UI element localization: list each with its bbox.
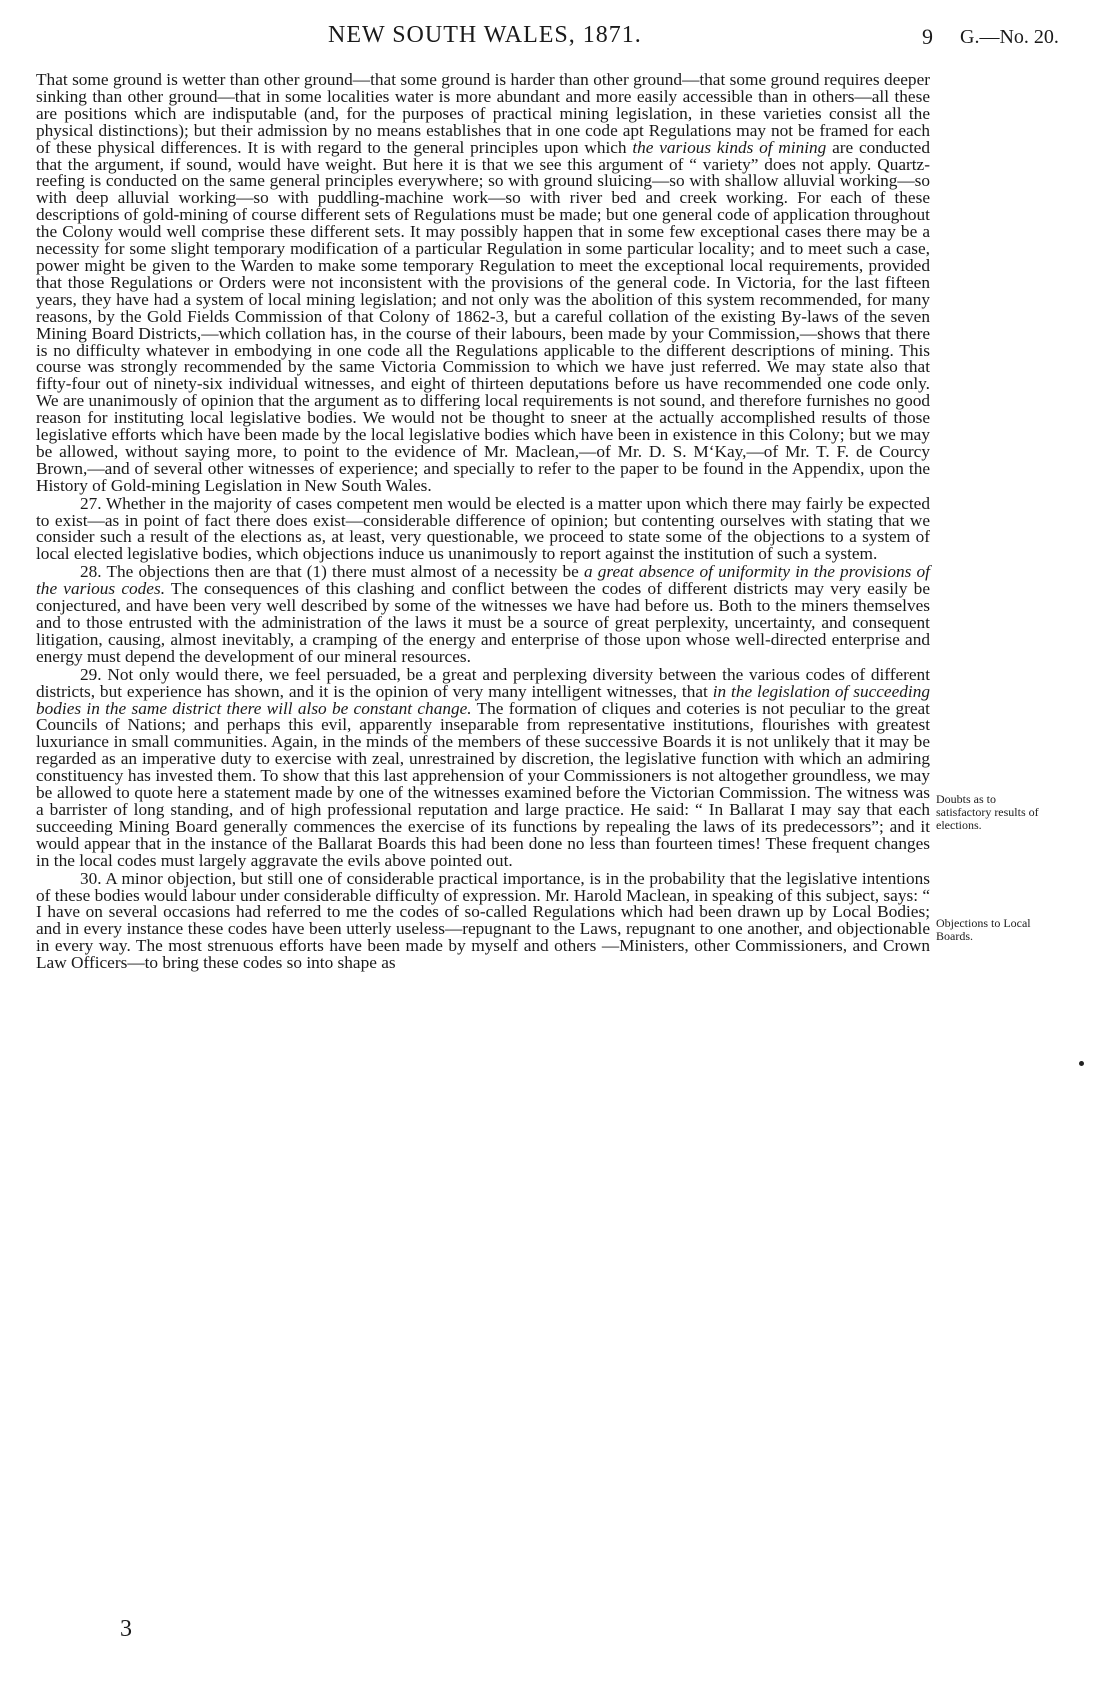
paragraph-text: The consequences of this clashing and conflict between the codes of different districts may very easily be conjectured, and have been very well described by some of the witnesses we have had before us. Both to the miners themselves and to those entrusted with the administration of the laws it must be a source of great perplexity, uncertainty, and consequent litigation, causing, almost inevitably, a cramping of the energy and enterprise of those upon whose well-directed enterprise and energy must depend the development of our mineral resources. [36, 579, 930, 666]
document-number: G.—No. 20. [960, 26, 1059, 48]
stray-mark [1079, 1061, 1084, 1066]
paragraph [36, 664, 930, 870]
paragraph [36, 868, 930, 973]
paragraph-text: A minor objection, but still one of considerable practical importance, is in the probability that the legislative intentions of these bodies would labour under considerable difficulty of expression. Mr. Harold Maclean, in speaking of this subject, says: “ I have on several occasions had referred to me the codes of so-called Regulations which had been drawn up by Local Bodies; and in every instance these codes have been utterly useless—repugnant to the Laws, repugnant to one another, and objectionable in every way. The most strenuous efforts have been made by myself and others —Ministers, other Commissioners, and Crown Law Officers—to bring these codes so into shape as [36, 868, 930, 973]
page-title: NEW SOUTH WALES, 1871. [328, 22, 642, 48]
paragraph-number: 27. [80, 493, 102, 513]
signature-mark: 3 [120, 1616, 132, 1642]
paragraph-text: The objections then are that (1) there must almost of a necessity be [106, 562, 584, 582]
paragraph [36, 564, 930, 665]
paragraph [36, 72, 930, 495]
paragraph-text: Not only would there, we feel persuaded, be a great and perplexing diversity between the various codes of different districts, but experience has shown, and it is the opinion of very many intelligent witnesses, that [36, 664, 930, 701]
paragraph-text: The formation of cliques and coteries is not peculiar to the great Councils of Nations; and perhaps this evil, apparently inseparable from representative institutions, flourishes with greatest luxuriance in small communities. Again, in the minds of the members of these successive Boards it is not unlikely that it may be regarded as an imperative duty to exercise with zeal, unrestrained by discretion, the legislative function with which an admiring constituency has invested them. To show that this last apprehension of your Commissioners is not altogether groundless, we may be allowed to quote here a statement made by one of the witnesses examined before the Victorian Commission. The witness was a barrister of long standing, and of high professional reputation and large practice. He said: “ In Ballarat I may say that each succeeding Mining Board generally commences the exercise of its functions by repealing the laws of its predecessors”; and it would appear that in the instance of the Ballarat Boards this had been done no less than fourteen times! These frequent changes in the local codes must largely aggravate the evils above pointed out. [36, 698, 930, 870]
paragraph [36, 493, 930, 564]
page-header [0, 22, 1114, 56]
italic-text: the various kinds of mining [632, 137, 827, 157]
paragraph-number: 30. [80, 868, 102, 888]
paragraph-text: Whether in the majority of cases competent men would be elected is a matter upon which there may fairly be expected to exist—as in point of fact there does exist—considerable difference of opinion; but contenting ourselves with stating that we consider such a result of the elections as, at least, very questionable, we proceed to state some of the objections to a system of local elected legislative bodies, which objections induce us unanimously to report against the institution of such a system. [36, 493, 930, 564]
margin-note-doubts: Doubts as to satisfactory results of elections. [936, 792, 1039, 832]
italic-text: in the legislation of succeeding bodies in the same district there will also be constant change. [36, 681, 930, 718]
italic-text: a great absence of uniformity in the provisions of the various codes. [36, 562, 930, 599]
report-body [36, 72, 930, 972]
paragraph-number: 28. [80, 562, 102, 582]
paragraph-number: 29. [80, 664, 102, 684]
margin-note-objections: Objections to Local Boards. [936, 916, 1031, 943]
paragraph-text: are conducted that the argument, if sound, would have weight. But here it is that we see this argument of “ variety” does not apply. Quartz-reefing is conducted on the same general principles everywhere; so with ground sluicing—so with shallow alluvial working—so with deep alluvial working—so with puddling-machine work—so with river bed and creek working. For each of these descriptions of gold-mining of course different sets of Regulations must be made; but one general code of application throughout the Colony would well comprise these different sets. It may possibly happen that in some few exceptional cases there may be a necessity for some slight temporary modification of a particular Regulation in some particular locality; and to meet such a case, power might be given to the Warden to make some temporary Regulation to meet the exceptional local requirements, provided that those Regulations or Orders were not inconsistent with the provisions of the general code. In Victoria, for the last fifteen years, they have had a system of local mining legislation; and not only was the abolition of this system recommended, for many reasons, by the Gold Fields Commission of that Colony of 1862-3, but a careful collation of the existing By-laws of the seven Mining Board Districts,—which collation has, in the course of their labours, been made by your Commission,—shows that there is no difficulty whatever in embodying in one code all the Regulations applicable to the different descriptions of mining. This course was strongly recommended by the same Victoria Commission to which we have just referred. We may state also that fifty-four out of ninety-six individual witnesses, and eight of thirteen deputations before us have recommended one code only. We are unanimously of opinion that the argument as to differing local requirements is not sound, and therefore furnishes no good reason for instituting local legislative bodies. We would not be thought to sneer at the actually accomplished results of those legislative efforts which have been made by the local legislative bodies which have been in existence in this Colony; but we may be allowed, without saying more, to point to the evidence of Mr. Maclean,—of Mr. D. S. M‘Kay,—of Mr. T. F. de Courcy Brown,—and of several other witnesses of experience; and specially to refer to the paper to be found in the Appendix, upon the History of Gold-mining Legislation in New South Wales. [36, 137, 930, 495]
page-number: 9 [922, 24, 933, 49]
paragraph-text: That some ground is wetter than other ground—that some ground is harder than other ground—that some ground requires deeper sinking than other ground—that in some localities water is more abundant and more easily accessible than in others—all these are positions which are indisputable (and, for the purposes of practical mining legislation, in these varieties consist all the physical distinctions); but their admission by no means establishes that in one code apt Regulations may not be framed for each of these physical differences. It is with regard to the general principles upon which [36, 70, 930, 157]
